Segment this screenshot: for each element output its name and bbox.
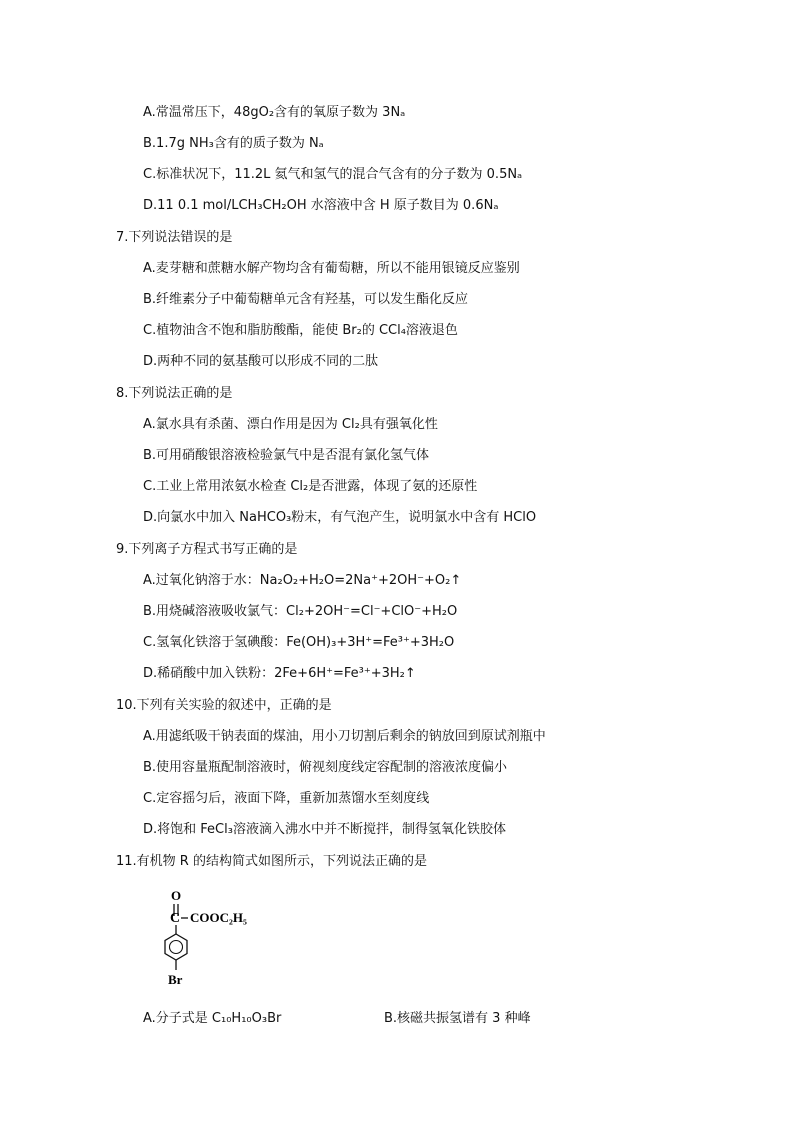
q11-stem: 11.有机物 R 的结构简式如图所示，下列说法正确的是 xyxy=(116,854,427,869)
q8-option-c: C.工业上常用浓氨水检查 Cl₂是否泄露，体现了氨的还原性 xyxy=(143,479,478,494)
q10-option-d: D.将饱和 FeCl₃溶液滴入沸水中并不断搅拌，制得氢氧化铁胶体 xyxy=(143,822,506,837)
q9-stem: 9.下列离子方程式书写正确的是 xyxy=(116,542,298,557)
q8-option-b: B.可用硝酸银溶液检验氯气中是否混有氯化氢气体 xyxy=(143,448,430,463)
q6-option-b: B.1.7g NH₃含有的质子数为 Nₐ xyxy=(143,136,324,151)
q9-option-c: C.氢氧化铁溶于氢碘酸：Fe(OH)₃+3H⁺=Fe³⁺+3H₂O xyxy=(143,635,455,650)
svg-text:C: C xyxy=(170,911,181,926)
q7-option-a: A.麦芽糖和蔗糖水解产物均含有葡萄糖，所以不能用银镜反应鉴别 xyxy=(143,261,520,276)
q6-option-c: C.标准状况下，11.2L 氦气和氢气的混合气含有的分子数为 0.5Nₐ xyxy=(143,167,523,182)
benzene-ring xyxy=(165,934,187,960)
structure-diagram xyxy=(160,884,270,999)
q6-option-d: D.11 0.1 mol/LCH₃CH₂OH 水溶液中含 H 原子数目为 0.6Nₐ xyxy=(143,198,499,213)
q7-option-c: C.植物油含不饱和脂肪酸酯，能使 Br₂的 CCl₄溶液退色 xyxy=(143,323,458,338)
q9-option-a: A.过氧化钠溶于水：Na₂O₂+H₂O=2Na⁺+2OH⁻+O₂↑ xyxy=(143,573,462,588)
q9-option-b: B.用烧碱溶液吸收氯气：Cl₂+2OH⁻=Cl⁻+ClO⁻+H₂O xyxy=(143,604,458,619)
q11-option-b: B.核磁共振氢谱有 3 种峰 xyxy=(384,1011,531,1026)
q10-stem: 10.下列有关实验的叙述中，正确的是 xyxy=(116,698,332,713)
q6-option-a: A.常温常压下，48gO₂含有的氧原子数为 3Nₐ xyxy=(143,105,406,120)
bromine-label: Br xyxy=(168,972,183,987)
q7-option-d: D.两种不同的氨基酸可以形成不同的二肽 xyxy=(143,354,379,369)
q11-option-a: A.分子式是 C₁₀H₁₀O₃Br xyxy=(143,1011,282,1026)
benzene-aromatic-circle xyxy=(170,941,183,954)
carbonyl-oxygen-label: O xyxy=(171,888,182,903)
q7-option-b: B.纤维素分子中葡萄糖单元含有羟基，可以发生酯化反应 xyxy=(143,292,469,307)
q8-stem: 8.下列说法正确的是 xyxy=(116,386,233,401)
q10-option-c: C.定容摇匀后，液面下降，重新加蒸馏水至刻度线 xyxy=(143,791,430,806)
q10-option-a: A.用滤纸吸干钠表面的煤油，用小刀切割后剩余的钠放回到原试剂瓶中 xyxy=(143,729,546,744)
q8-option-d: D.向氯水中加入 NaHCO₃粉末，有气泡产生，说明氯水中含有 HClO xyxy=(143,510,537,525)
q10-option-b: B.使用容量瓶配制溶液时，俯视刻度线定容配制的溶液浓度偏小 xyxy=(143,760,508,775)
q9-option-d: D.稀硝酸中加入铁粉：2Fe+6H⁺=Fe³⁺+3H₂↑ xyxy=(143,666,416,681)
q8-option-a: A.氯水具有杀菌、漂白作用是因为 Cl₂具有强氧化性 xyxy=(143,417,438,432)
ester-group-label: COOC₂H₅ xyxy=(190,910,247,925)
q7-stem: 7.下列说法错误的是 xyxy=(116,230,233,245)
